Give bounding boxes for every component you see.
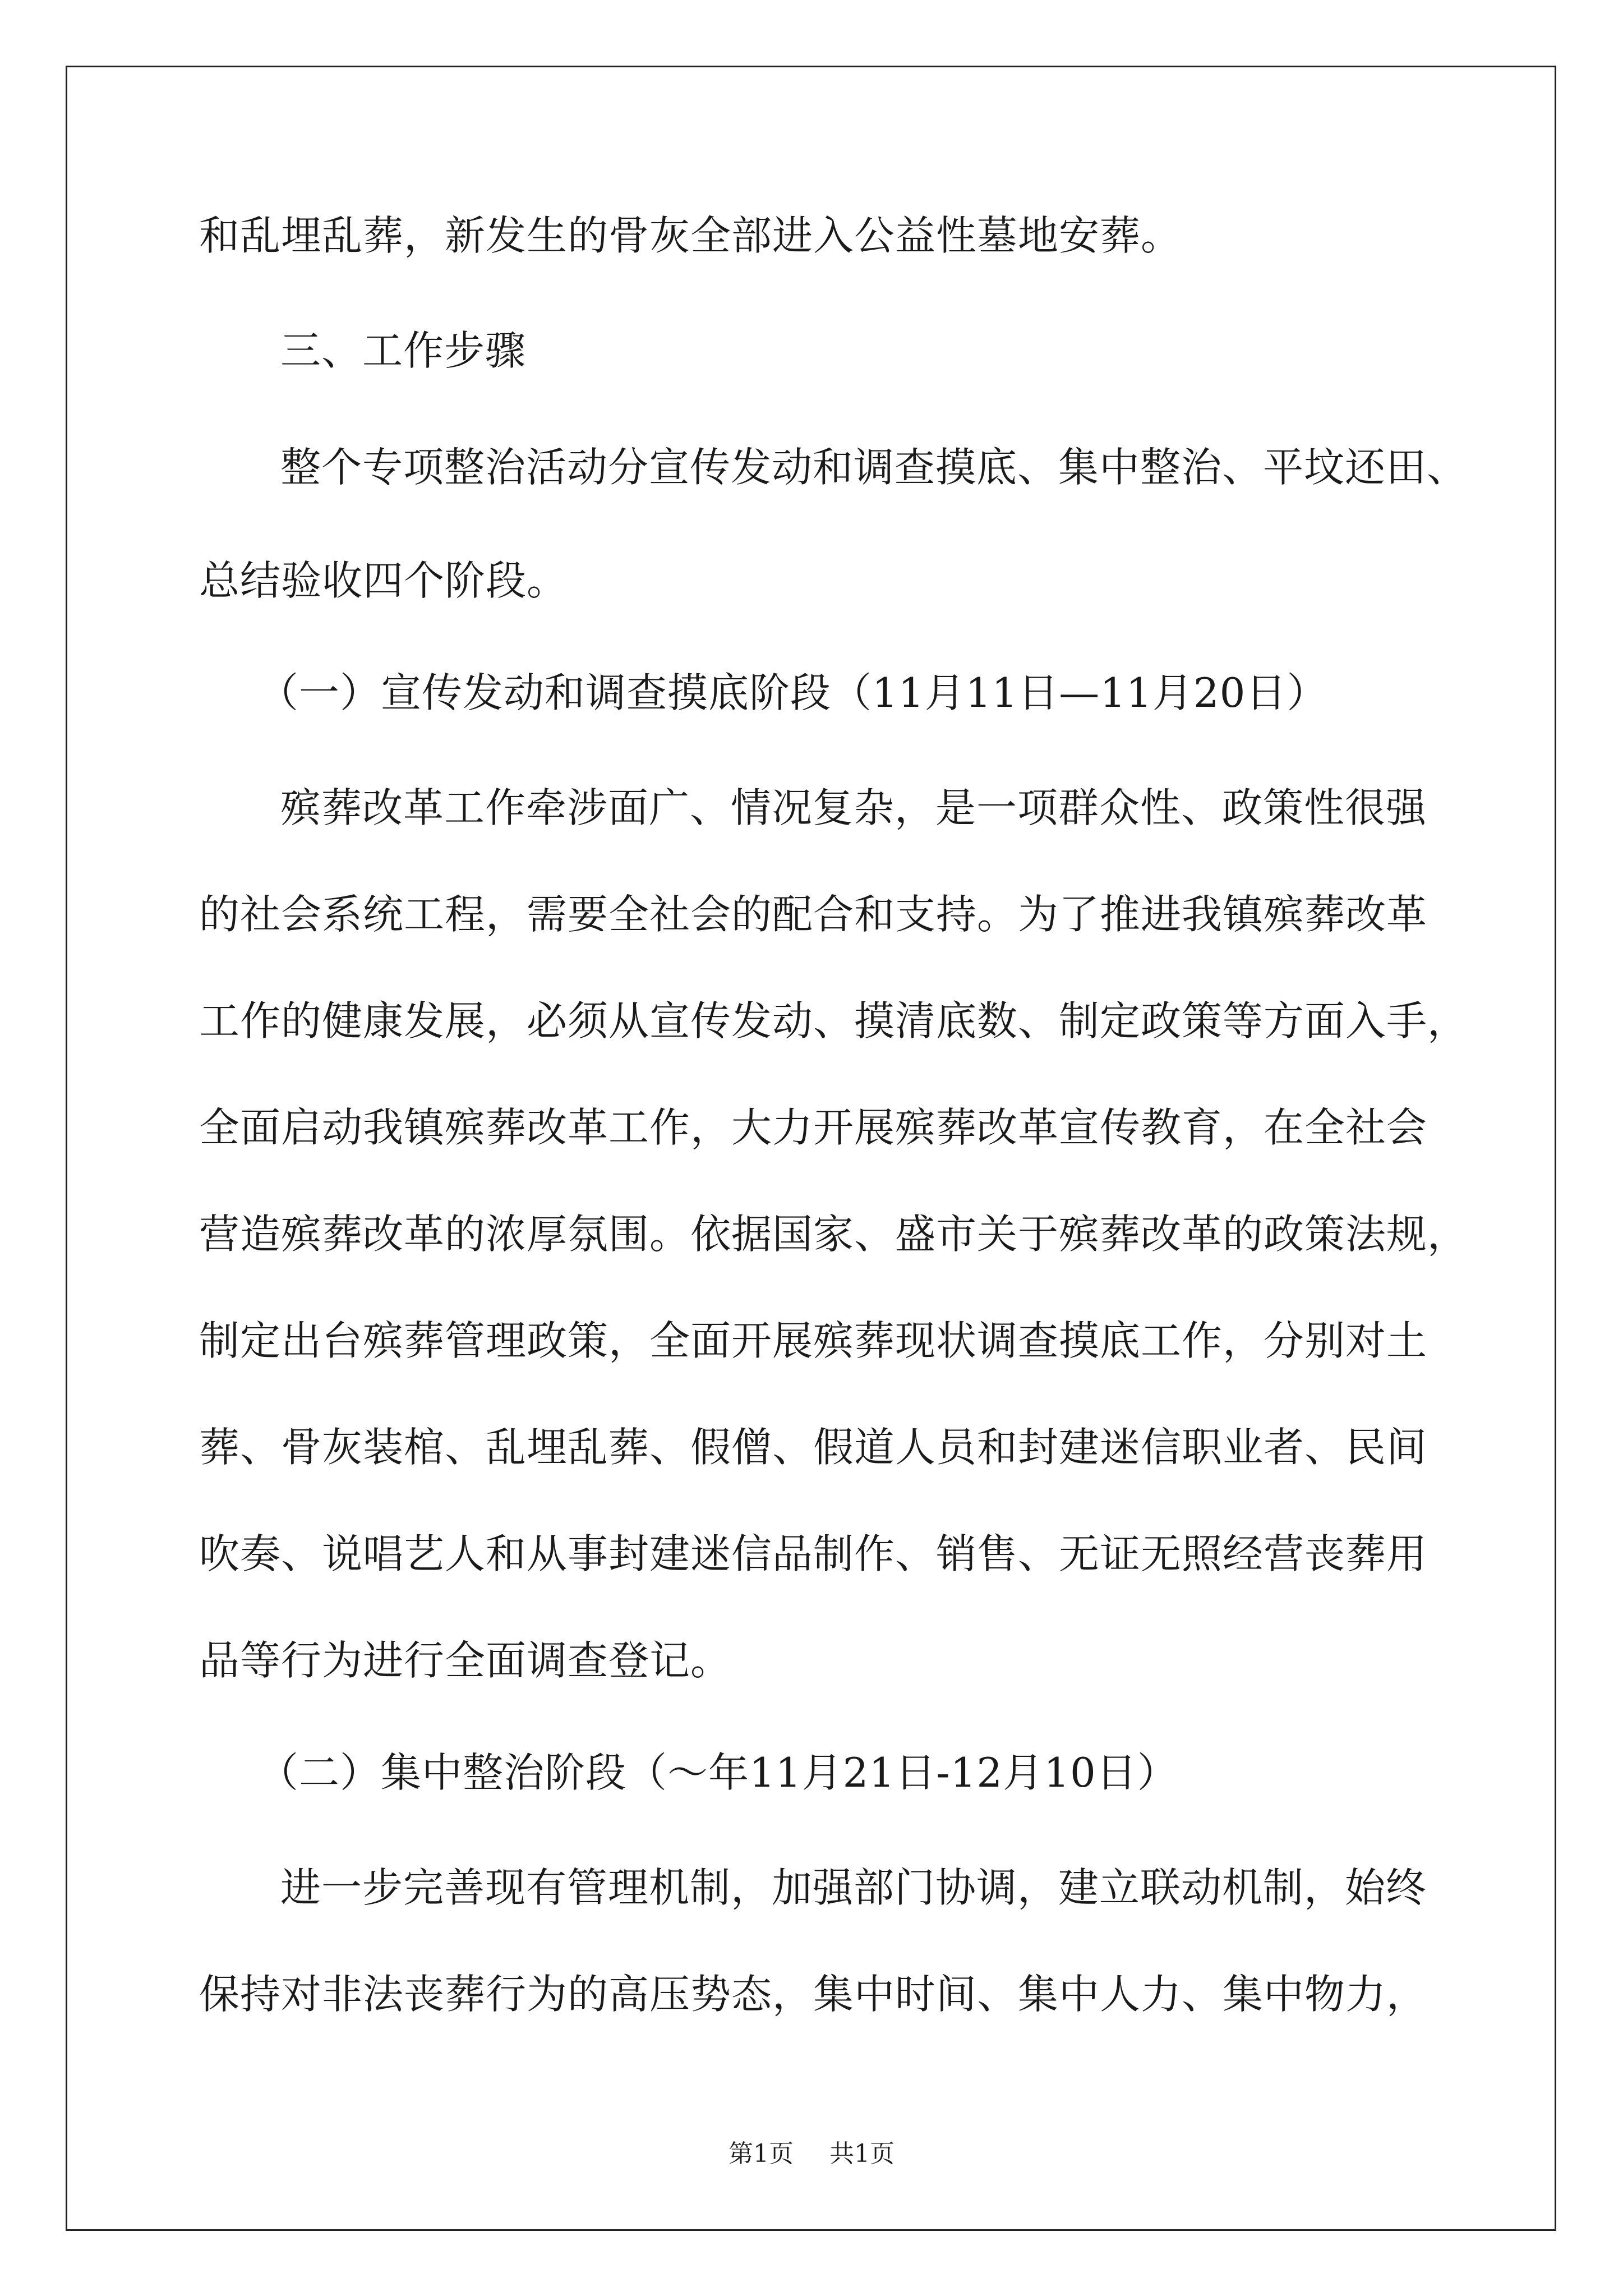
subsection-heading-phase-1: （一）宣传发动和调查摸底阶段（11月11日—11月20日）	[258, 669, 1328, 716]
body-text-line-13: 吹奏、说唱艺人和从事封建迷信品制作、销售、无证无照经营丧葬用	[199, 1530, 1428, 1577]
body-text-line-3: 整个专项整治活动分宣传发动和调查摸底、集中整治、平坟还田、	[280, 444, 1468, 491]
body-text-line-7: 的社会系统工程，需要全社会的配合和支持。为了推进我镇殡葬改革	[199, 891, 1428, 938]
page-footer	[0, 2137, 1623, 2171]
body-text-line-1: 和乱埋乱葬，新发生的骨灰全部进入公益性墓地安葬。	[199, 212, 1182, 259]
body-text-line-16: 进一步完善现有管理机制，加强部门协调，建立联动机制，始终	[280, 1864, 1427, 1911]
page-number-current: 第1页	[728, 2139, 794, 2168]
body-text-line-17: 保持对非法丧葬行为的高压势态，集中时间、集中人力、集中物力，	[199, 1971, 1428, 2018]
body-text-line-8: 工作的健康发展，必须从宣传发动、摸清底数、制定政策等方面入手，	[199, 997, 1469, 1045]
body-text-line-14: 品等行为进行全面调查登记。	[199, 1637, 732, 1684]
body-text-line-4: 总结验收四个阶段。	[199, 557, 568, 604]
body-text-line-6: 殡葬改革工作牵涉面广、情况复杂，是一项群众性、政策性很强	[280, 784, 1427, 831]
body-text-line-9: 全面启动我镇殡葬改革工作，大力开展殡葬改革宣传教育，在全社会	[199, 1104, 1428, 1151]
body-text-line-12: 葬、骨灰装棺、乱埋乱葬、假僧、假道人员和封建迷信职业者、民间	[199, 1424, 1428, 1471]
body-text-line-11: 制定出台殡葬管理政策，全面开展殡葬现状调查摸底工作，分别对土	[199, 1317, 1428, 1364]
subsection-heading-phase-2: （二）集中整治阶段（～年11月21日-12月10日）	[258, 1749, 1178, 1796]
section-heading-work-steps: 三、工作步骤	[280, 327, 527, 374]
page-number-total: 共1页	[829, 2139, 895, 2168]
body-text-line-10: 营造殡葬改革的浓厚氛围。依据国家、盛市关于殡葬改革的政策法规，	[199, 1211, 1469, 1258]
